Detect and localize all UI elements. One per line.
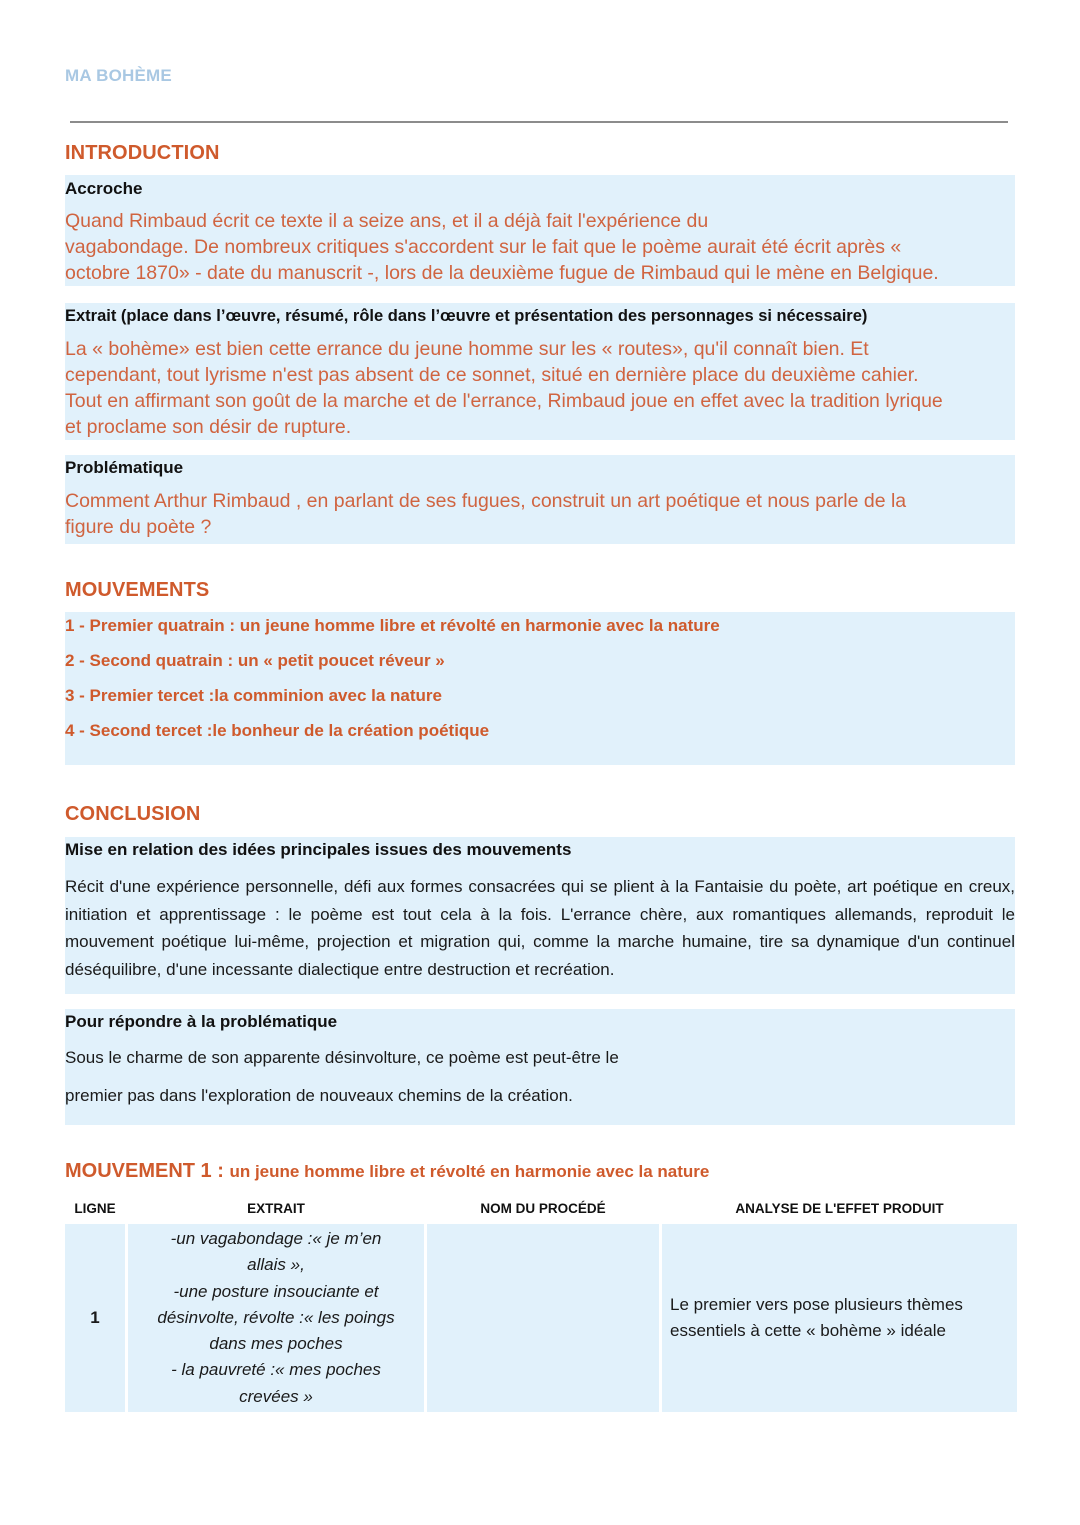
conclusion-heading: CONCLUSION (65, 803, 201, 825)
table-row (65, 1224, 1017, 1412)
mouvement1-title-prefix: MOUVEMENT 1 : (65, 1160, 230, 1182)
accroche-label: Accroche (65, 179, 143, 198)
extrait-cell: -un vagabondage :« je m’en allais », -une posture insouciante et désinvolte, révolte :« les poings dans mes poches - la pauvreté :« mes poches crevées » (128, 1224, 424, 1412)
column-header-analyse: ANALYSE DE L'EFFET PRODUIT (735, 1200, 944, 1216)
relation-label: Mise en relation des idées principales issues des mouvements (65, 840, 572, 859)
header-divider (70, 121, 1008, 123)
relation-text: Récit d'une expérience personnelle, défi aux formes consacrées qui se plient à la Fantaisie du poète, art poétique en creux, initiation et apprentissage : le poème est tout cela à la fois. L'errance chère, aux romantiques allemands, reproduit le mouvement poétique lui-même, projection et migration qui, comme la marche humaine, tire sa dynamique d'un continuel déséquilibre, d'une incessante dialectique entre destruction et recréation. (65, 877, 1015, 979)
accroche-text: Quand Rimbaud écrit ce texte il a seize ans, et il a déjà fait l'expérience du vagabondage. De nombreux critiques s'accordent sur le fait que le poème aurait été écrit après « octobre 1870» - date du manuscrit -, lors de la deuxième fugue de Rimbaud qui le mène en Belgique. (65, 210, 939, 284)
mouvement1-title (65, 1160, 709, 1183)
mouvements-heading: MOUVEMENTS (65, 579, 210, 601)
analysis-table (62, 1192, 1020, 1415)
extrait-label: Extrait (place dans l’œuvre, résumé, rôle dans l’œuvre et présentation des personnages si nécessaire) (65, 307, 868, 325)
procede-cell (427, 1224, 659, 1412)
accroche-box (65, 175, 1015, 286)
mouvements-list (65, 612, 1015, 765)
problematique-box (65, 455, 1015, 544)
reponse-label: Pour répondre à la problématique (65, 1012, 338, 1031)
column-header-procede: NOM DU PROCÉDÉ (480, 1200, 606, 1216)
extrait-text: La « bohème» est bien cette errance du jeune homme sur les « routes», qu'il connaît bien. Et cependant, tout lyrisme n'est pas absent de ce sonnet, situé en dernière place du deuxième cahier. Tout en affirmant son goût de la marche et de l'errance, Rimbaud joue en effet avec la tradition lyrique et proclame son désir de rupture. (65, 338, 943, 438)
analyse-cell: Le premier vers pose plusieurs thèmes essentiels à cette « bohème » idéale (662, 1224, 1017, 1412)
introduction-heading: INTRODUCTION (65, 142, 220, 164)
line-number-cell: 1 (65, 1224, 125, 1412)
mouvement-item-1: 1 - Premier quatrain : un jeune homme libre et révolté en harmonie avec la nature (65, 616, 720, 635)
problematique-text: Comment Arthur Rimbaud , en parlant de ses fugues, construit un art poétique et nous parle de la figure du poète ? (65, 490, 907, 538)
relation-box (65, 837, 1015, 994)
mouvement-item-3: 3 - Premier tercet :la comminion avec la nature (65, 686, 442, 705)
mouvement-item-2: 2 - Second quatrain : un « petit poucet réveur » (65, 651, 445, 670)
mouvement-item-4: 4 - Second tercet :le bonheur de la création poétique (65, 721, 490, 740)
extrait-box (65, 303, 1015, 440)
document-title: MA BOHÈME (65, 66, 172, 85)
table-header-row (65, 1195, 1017, 1221)
reponse-box (65, 1009, 1015, 1125)
reponse-text: Sous le charme de son apparente désinvolture, ce poème est peut-être le premier pas dans l'exploration de nouveaux chemins de la création. (65, 1048, 619, 1105)
column-header-extrait: EXTRAIT (247, 1200, 305, 1216)
column-header-ligne: LIGNE (74, 1200, 116, 1216)
mouvement1-title-rest: un jeune homme libre et révolté en harmonie avec la nature (229, 1162, 710, 1181)
problematique-label: Problématique (65, 458, 184, 477)
